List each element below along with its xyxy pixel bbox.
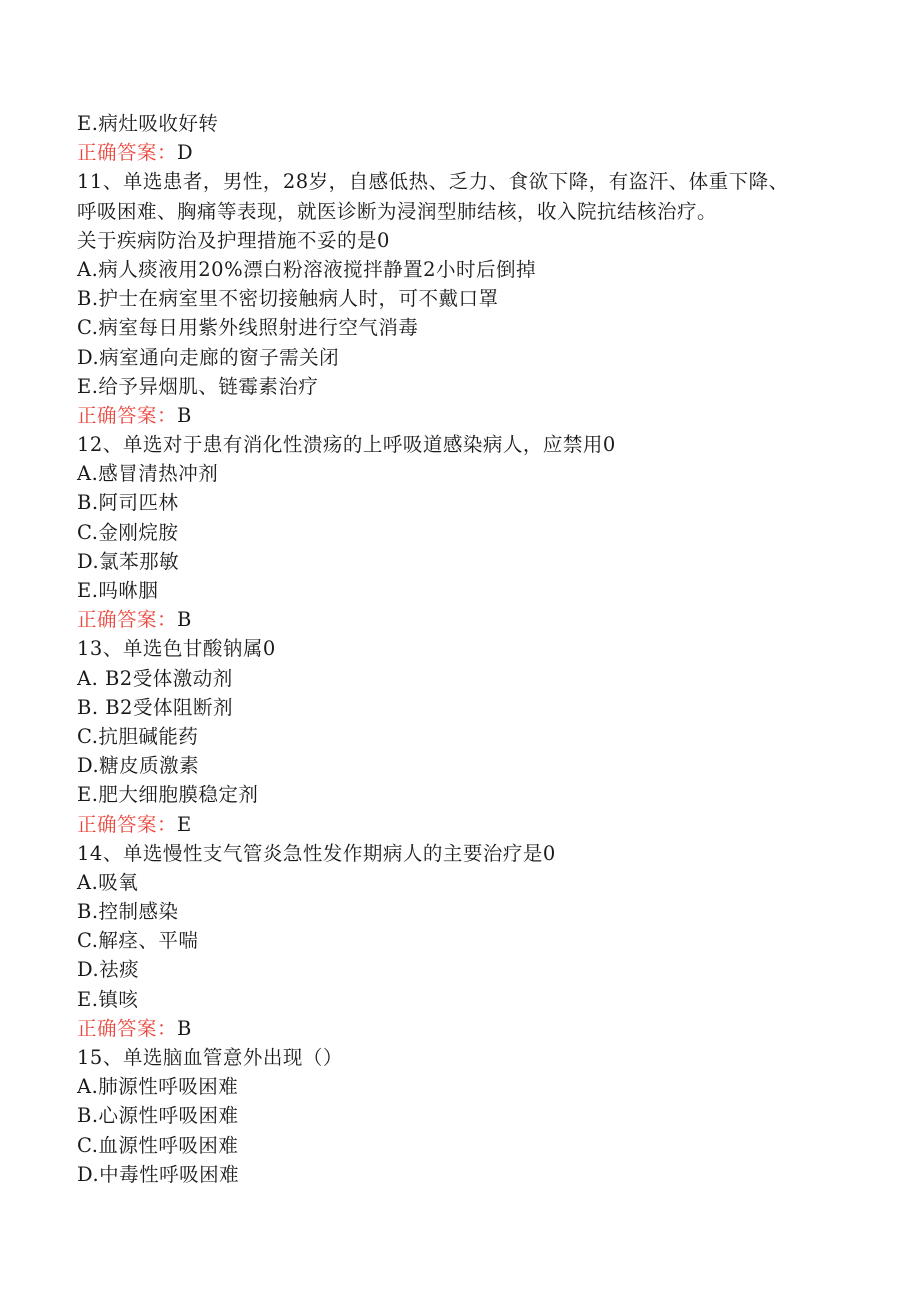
question-stem-line: 13、单选色甘酸钠属0 (77, 637, 276, 661)
question-12 (77, 430, 867, 634)
answer-label: 正确答案： (77, 608, 178, 632)
option-c: C.血源性呼吸困难 (77, 1133, 239, 1157)
question-14 (77, 839, 867, 1043)
option-e: E.给予异烟肌、链霉素治疗 (77, 374, 319, 398)
option-a: A.感冒清热冲剂 (77, 462, 219, 486)
question-stem-line: 12、单选对于患有消化性溃疡的上呼吸道感染病人，应禁用0 (77, 433, 616, 457)
option-b: B. B2受体阻断剂 (77, 695, 233, 719)
option-c: C.金刚烷胺 (77, 520, 179, 544)
question-11 (77, 167, 867, 430)
option-b: B.阿司匹林 (77, 491, 179, 515)
option-c: C.病室每日用紫外线照射进行空气消毒 (77, 316, 419, 340)
option-e: E.镇咳 (77, 987, 139, 1011)
option-d: D.祛痰 (77, 958, 140, 982)
option-e: E.吗咻胭 (77, 579, 159, 602)
option-a: A. B2受体激动剂 (77, 666, 233, 690)
option-a: A.肺源性呼吸困难 (77, 1075, 239, 1099)
correct-answer (77, 605, 867, 634)
prev-answer (77, 138, 867, 167)
answer-value: D (177, 141, 194, 165)
answer-label: 正确答案： (77, 141, 178, 165)
option-d: D.中毒性呼吸困难 (77, 1162, 240, 1186)
option-b: B.心源性呼吸困难 (77, 1104, 239, 1128)
question-stem-line: 11、单选患者，男性，28岁，自感低热、乏力、食欲下降，有盗汗、体重下降、 (77, 170, 789, 194)
option-b: B.护士在病室里不密切接触病人时，可不戴口罩 (77, 287, 499, 311)
option-d: D.氯苯那敏 (77, 549, 180, 573)
option-d: D.病室通向走廊的窗子需关闭 (77, 345, 340, 369)
option-c: C.抗胆碱能药 (77, 724, 199, 748)
answer-label: 正确答案： (77, 403, 178, 427)
question-stem-line: 14、单选慢性支气管炎急性发作期病人的主要治疗是0 (77, 841, 556, 865)
question-stem-line: 15、单选脑血管意外出现（） (77, 1046, 343, 1069)
question-15 (77, 1043, 867, 1189)
option-a: A.病人痰液用20%漂白粉溶液搅拌静置2小时后倒掉 (77, 257, 537, 281)
prev-option-e: E.病灶吸收好转 (77, 112, 219, 135)
answer-label: 正确答案： (77, 1016, 178, 1040)
document-page (77, 109, 867, 1189)
correct-answer (77, 1014, 867, 1043)
option-d: D.糖皮质激素 (77, 754, 200, 778)
answer-value: B (177, 1016, 192, 1040)
question-stem-line: 关于疾病防治及护理措施不妥的是0 (77, 228, 390, 252)
option-a: A.吸氧 (77, 870, 139, 894)
answer-value: B (177, 403, 192, 427)
option-e: E.肥大细胞膜稳定剂 (77, 783, 259, 807)
question-stem-line: 呼吸困难、胸痛等表现，就医诊断为浸润型肺结核，收入院抗结核治疗。 (77, 199, 718, 223)
answer-value: E (177, 812, 192, 836)
option-b: B.控制感染 (77, 900, 179, 924)
correct-answer (77, 810, 867, 839)
correct-answer (77, 401, 867, 430)
answer-label: 正确答案： (77, 812, 178, 836)
question-13 (77, 634, 867, 838)
answer-value: B (177, 608, 192, 632)
option-c: C.解痉、平喘 (77, 929, 199, 953)
